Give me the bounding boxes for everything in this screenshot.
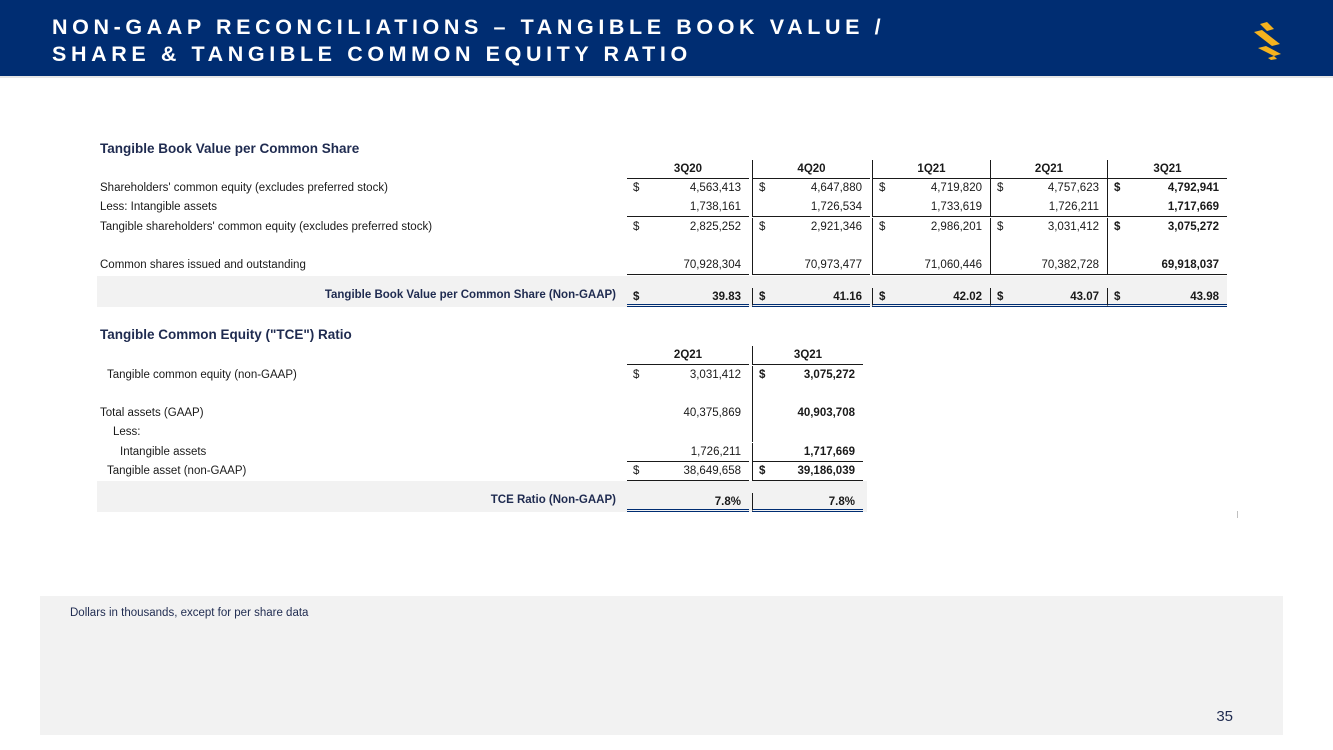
cell-value: 1,717,669: [1167, 201, 1219, 213]
table-spacer: [97, 385, 867, 404]
cell-value: 41.16: [833, 291, 862, 303]
tce-result-row: [97, 481, 867, 512]
cell-value: 4,563,413: [689, 182, 741, 194]
footer-panel: [40, 596, 1283, 735]
table-row: Tangible shareholders' common equity (excludes preferred stock) $ 2,825,252 $ 2,921,346 $ 2,986,201 $ 3,031,412 $ 3,075,272: [97, 218, 1227, 237]
cell-value: 71,060,446: [924, 259, 982, 271]
table-row: [97, 198, 1227, 217]
row-label: Tangible asset (non-GAAP): [107, 465, 247, 477]
table-row: [97, 404, 867, 423]
cell-value: 3,075,272: [803, 369, 855, 381]
cell-value: 42.02: [953, 291, 982, 303]
cell-value: 3,031,412: [689, 369, 741, 381]
cell-value: 1,726,534: [810, 201, 862, 213]
cell-value: 39,186,039: [797, 465, 855, 477]
cell-value: 39.83: [712, 291, 741, 303]
title-line-2: SHARE & TANGIBLE COMMON EQUITY RATIO: [52, 42, 692, 66]
cell-value: 1,738,161: [689, 201, 741, 213]
tce-col-header: 2Q21: [627, 346, 749, 365]
tbv-col-header: 3Q20: [627, 160, 749, 179]
cell-value: 3,031,412: [1047, 221, 1099, 233]
cell-value: 69,918,037: [1161, 259, 1219, 271]
tbv-col-header: 3Q21: [1107, 160, 1227, 179]
table-row: [97, 423, 867, 442]
cell-value: 1,717,669: [803, 446, 855, 458]
tbv-section-title: Tangible Book Value per Common Share: [100, 141, 360, 156]
cell-value: 1,726,211: [690, 446, 741, 458]
cell-value: 43.07: [1070, 291, 1099, 303]
cell-value: 40,375,869: [683, 407, 741, 419]
row-label: Less: Intangible assets: [100, 201, 217, 213]
cell-value: 38,649,658: [683, 465, 741, 477]
cell-value: 40,903,708: [797, 407, 855, 419]
cell-value: 7.8%: [828, 496, 855, 508]
cell-value: 1,726,211: [1048, 201, 1099, 213]
tbv-result-label: Tangible Book Value per Common Share (Non-GAAP): [324, 289, 616, 301]
tbv-result-row: Tangible Book Value per Common Share (Non-GAAP) $ 39.83 $ 41.16 $ 42.02 $ 43.07 $ 43.98: [97, 276, 1227, 307]
row-label: Intangible assets: [120, 446, 207, 458]
table-row: [97, 256, 1227, 275]
decorative-tick: [1237, 511, 1238, 518]
tce-col-header: 3Q21: [752, 346, 863, 365]
cell-value: 70,973,477: [804, 259, 862, 271]
row-label: Total assets (GAAP): [100, 407, 204, 419]
tbv-col-header: 1Q21: [872, 160, 990, 179]
tce-result-label: TCE Ratio (Non-GAAP): [490, 494, 616, 506]
slide-title: [52, 14, 885, 68]
table-row: [97, 443, 867, 462]
cell-value: 4,792,941: [1167, 182, 1219, 194]
cell-value: 2,825,252: [689, 221, 741, 233]
cell-value: 2,921,346: [810, 221, 862, 233]
row-label: Tangible common equity (non-GAAP): [107, 369, 297, 381]
tbv-col-header: 4Q20: [752, 160, 870, 179]
cell-value: 1,733,619: [930, 201, 982, 213]
cell-value: 43.98: [1190, 291, 1219, 303]
table-row: Shareholders' common equity (excludes preferred stock) $ 4,563,413 $ 4,647,880 $ 4,719,820 $ 4,757,623 $ 4,792,941: [97, 179, 1227, 198]
cell-value: 3,075,272: [1167, 221, 1219, 233]
row-label: Tangible shareholders' common equity (excludes preferred stock): [100, 221, 433, 233]
row-label: Less:: [113, 426, 141, 438]
cell-value: 4,757,623: [1047, 182, 1099, 194]
title-line-1: NON-GAAP RECONCILIATIONS – TANGIBLE BOOK VALUE /: [52, 15, 886, 39]
cell-value: 2,986,201: [930, 221, 982, 233]
slide-header: [0, 0, 1333, 78]
cell-value: 4,647,880: [810, 182, 862, 194]
cell-value: 70,382,728: [1041, 259, 1099, 271]
table-spacer: [97, 237, 1227, 256]
brand-s-logo-icon: [1254, 22, 1284, 60]
tce-section-title: Tangible Common Equity ("TCE") Ratio: [100, 327, 352, 342]
tbv-header-row: [97, 160, 1227, 179]
table-row: Tangible asset (non-GAAP) $ 38,649,658 $ 39,186,039: [97, 462, 867, 481]
tce-header-row: [97, 346, 867, 365]
tbv-col-header: 2Q21: [990, 160, 1107, 179]
row-label: Shareholders' common equity (excludes preferred stock): [100, 182, 388, 194]
cell-value: 4,719,820: [930, 182, 982, 194]
cell-value: 70,928,304: [683, 259, 741, 271]
cell-value: 7.8%: [714, 496, 741, 508]
footnote: Dollars in thousands, except for per share data: [70, 607, 309, 619]
table-row: Tangible common equity (non-GAAP) $ 3,031,412 $ 3,075,272: [97, 366, 867, 385]
row-label: Common shares issued and outstanding: [100, 259, 306, 271]
page-number: 35: [1216, 708, 1233, 725]
